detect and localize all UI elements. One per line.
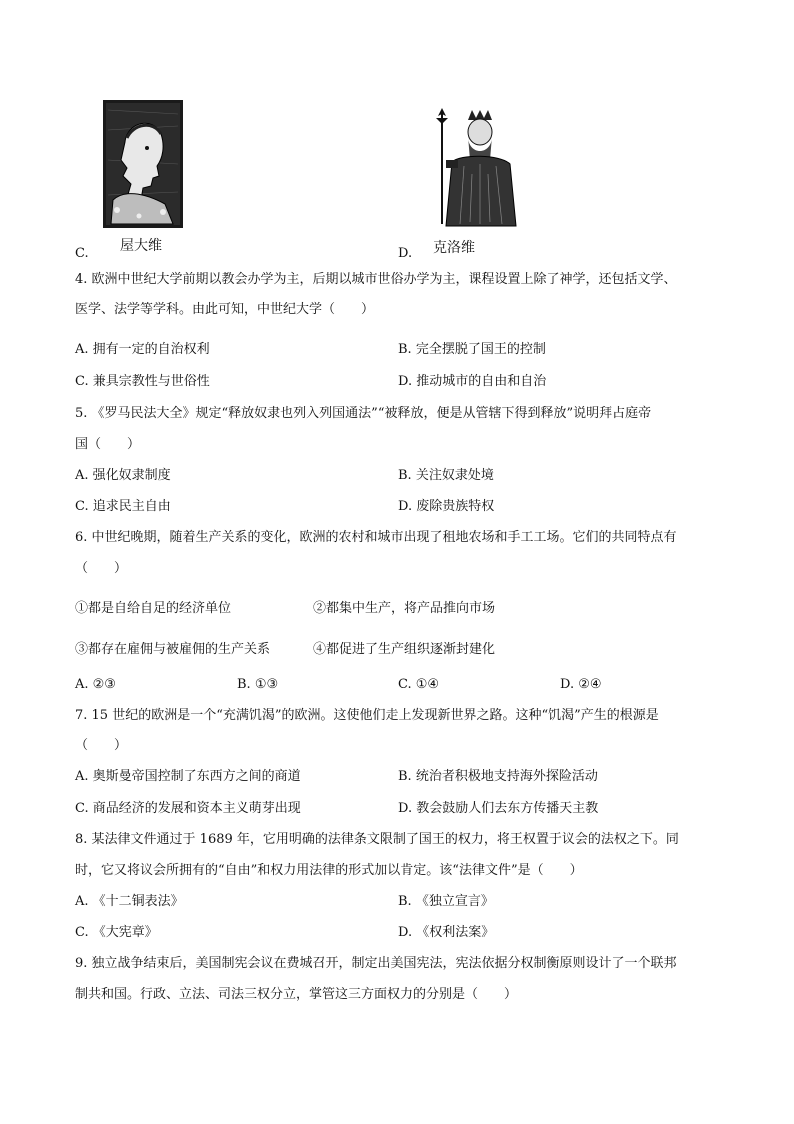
q7-stem-line-2: （ ）	[75, 738, 128, 753]
q8-stem-line-1: 8. 某法律文件通过于 1689 年，它用明确的法律条文限制了国王的权力，将王权置于议会的法权之下。同	[75, 832, 679, 847]
q5-option-a[interactable]: A. 强化奴隶制度	[75, 468, 171, 483]
q8-option-c[interactable]: C. 《大宪章》	[75, 925, 158, 940]
q7-stem-line-1: 7. 15 世纪的欧洲是一个“充满饥渴”的欧洲。这使他们走上发现新世界之路。这种“饥渴”产生的根源是	[75, 708, 659, 723]
q6-option-a[interactable]: A. ②③	[75, 677, 116, 692]
q7-option-b[interactable]: B. 统治者积极地支持海外探险活动	[398, 769, 598, 784]
q4-option-b[interactable]: B. 完全摆脱了国王的控制	[398, 342, 546, 357]
image-option-d: D.	[398, 246, 413, 261]
q6-option-d[interactable]: D. ②④	[560, 677, 602, 692]
q7-option-d[interactable]: D. 教会鼓励人们去东方传播天主教	[398, 801, 599, 816]
octavian-portrait-icon	[103, 100, 183, 228]
q5-option-b[interactable]: B. 关注奴隶处境	[398, 468, 494, 483]
q7-option-a[interactable]: A. 奥斯曼帝国控制了东西方之间的商道	[75, 769, 301, 784]
q6-stem-line-1: 6. 中世纪晚期，随着生产关系的变化，欧洲的农村和城市出现了租地农场和手工工场。它们的共同特点有	[75, 530, 677, 545]
clovis-portrait	[424, 104, 528, 228]
q6-option-b[interactable]: B. ①③	[237, 677, 279, 692]
clovis-portrait-icon	[424, 104, 528, 228]
q4-stem-line-1: 4. 欧洲中世纪大学前期以教会办学为主，后期以城市世俗办学为主，课程设置上除了神学，还包括文学、	[75, 272, 677, 287]
q9-stem-line-1: 9. 独立战争结束后，美国制宪会议在费城召开，制定出美国宪法，宪法依据分权制衡原则设计了一个联邦	[75, 956, 677, 971]
q6-option-c[interactable]: C. ①④	[398, 677, 440, 692]
image-option-c: C.	[75, 246, 89, 261]
q4-option-a[interactable]: A. 拥有一定的自治权利	[75, 342, 210, 357]
q6-statement-1: ①都是自给自足的经济单位	[75, 601, 232, 616]
q8-option-d[interactable]: D. 《权利法案》	[398, 925, 495, 940]
q6-statement-2: ②都集中生产，将产品推向市场	[313, 601, 496, 616]
q5-option-c[interactable]: C. 追求民主自由	[75, 499, 171, 514]
image-label-octavian: 屋大维	[120, 238, 162, 254]
q5-option-d[interactable]: D. 废除贵族特权	[398, 499, 495, 514]
q4-stem-line-2: 医学、法学等学科。由此可知，中世纪大学（ ）	[75, 302, 375, 317]
q6-statement-4: ④都促进了生产组织逐渐封建化	[313, 642, 496, 657]
q4-option-d[interactable]: D. 推动城市的自由和自治	[398, 374, 547, 389]
q6-stem-line-2: （ ）	[75, 561, 128, 576]
q6-statement-3: ③都存在雇佣与被雇佣的生产关系	[75, 642, 271, 657]
q9-stem-line-2: 制共和国。行政、立法、司法三权分立，掌管这三方面权力的分别是（ ）	[75, 987, 518, 1002]
image-label-clovis: 克洛维	[433, 240, 475, 256]
q4-option-c[interactable]: C. 兼具宗教性与世俗性	[75, 374, 210, 389]
octavian-portrait	[103, 100, 183, 228]
q8-option-b[interactable]: B. 《独立宣言》	[398, 894, 494, 909]
q5-stem-line-2: 国（ ）	[75, 437, 141, 452]
q5-stem-line-1: 5. 《罗马民法大全》规定“释放奴隶也列入列国通法”“被释放，便是从管辖下得到释放”说明拜占庭帝	[75, 406, 652, 421]
q7-option-c[interactable]: C. 商品经济的发展和资本主义萌芽出现	[75, 801, 301, 816]
q8-option-a[interactable]: A. 《十二铜表法》	[75, 894, 184, 909]
q8-stem-line-2: 时，它又将议会所拥有的“自由”和权力用法律的形式加以肯定。该“法律文件”是（ ）	[75, 863, 583, 878]
